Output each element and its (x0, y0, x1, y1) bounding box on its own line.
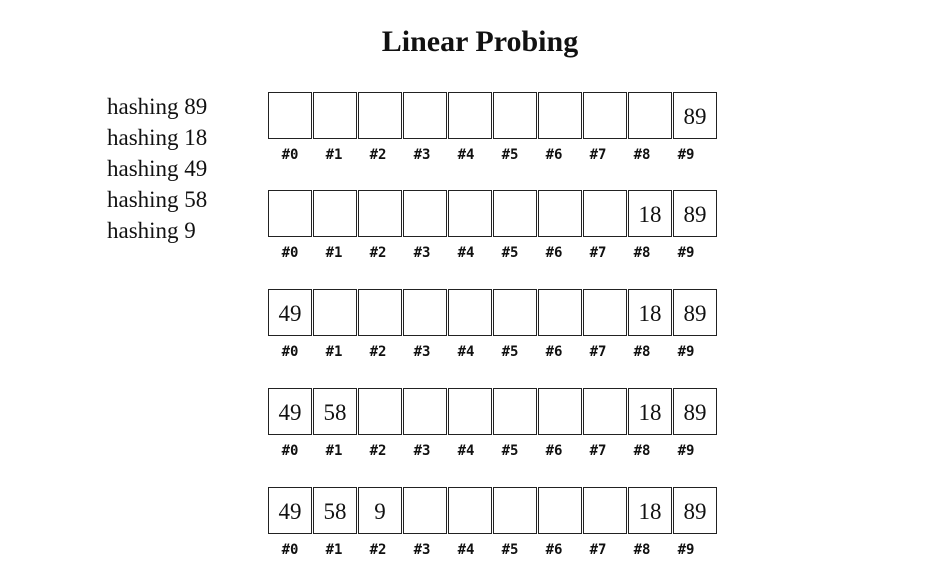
slot-index-label: #4 (457, 542, 475, 558)
slot-index-label: #9 (677, 344, 695, 360)
slot-index-label: #2 (369, 443, 387, 459)
diagram-title: Linear Probing (381, 25, 579, 58)
hashing-step: hashing 58 (107, 187, 208, 212)
hash-table-cells (268, 92, 717, 139)
hash-table-cell (313, 289, 357, 336)
hash-table-cell (538, 289, 582, 336)
slot-index-label: #4 (457, 147, 475, 163)
hash-table-cell: 89 (673, 190, 717, 237)
hash-table-cell (403, 92, 447, 139)
slot-index-label: #6 (545, 147, 563, 163)
slot-index-label: #0 (281, 147, 299, 163)
hash-table-cell: 58 (313, 388, 357, 435)
hash-table-cells (268, 190, 717, 237)
hash-table-cell (538, 388, 582, 435)
hashing-step: hashing 49 (107, 156, 208, 181)
hash-table-state (268, 289, 717, 360)
slot-index-label: #5 (501, 344, 519, 360)
hash-table-cell (403, 388, 447, 435)
hash-table-cells (268, 487, 717, 534)
slot-index-label: #5 (501, 245, 519, 261)
slot-index-label: #5 (501, 147, 519, 163)
slot-index-label: #3 (413, 344, 431, 360)
hash-table-cell: 18 (628, 388, 672, 435)
hash-table-cell (448, 388, 492, 435)
slot-index-label: #2 (369, 147, 387, 163)
hash-table-cell (313, 190, 357, 237)
hash-table-index-labels (268, 245, 717, 261)
hash-table-cell (403, 289, 447, 336)
slot-index-label: #7 (589, 344, 607, 360)
hash-table-cell (583, 388, 627, 435)
slot-index-label: #7 (589, 147, 607, 163)
hash-table-cell: 49 (268, 289, 312, 336)
slot-index-label: #7 (589, 443, 607, 459)
slot-index-label: #6 (545, 245, 563, 261)
hash-table-cell (403, 190, 447, 237)
slot-index-label: #3 (413, 443, 431, 459)
hash-table-cell (448, 190, 492, 237)
hash-table-cell (538, 487, 582, 534)
hash-table-cell (493, 289, 537, 336)
hash-table-cell (628, 92, 672, 139)
hash-table-cell (493, 190, 537, 237)
slot-index-label: #9 (677, 443, 695, 459)
hash-table-cell (358, 190, 402, 237)
hash-table-cell (493, 92, 537, 139)
hash-table-cell: 18 (628, 487, 672, 534)
hash-table-cell (268, 190, 312, 237)
hash-table-cell (403, 487, 447, 534)
hash-table-cell (268, 92, 312, 139)
hash-table-cell (448, 92, 492, 139)
slot-index-label: #6 (545, 443, 563, 459)
hash-table-cell: 9 (358, 487, 402, 534)
hashing-steps-list (107, 91, 207, 246)
hash-table-cell (583, 487, 627, 534)
hash-table-cell: 18 (628, 289, 672, 336)
hash-table-cell (583, 289, 627, 336)
slot-index-label: #3 (413, 542, 431, 558)
hash-table-cell (313, 92, 357, 139)
hash-table-state (268, 190, 717, 261)
slot-index-label: #6 (545, 542, 563, 558)
slot-index-label: #0 (281, 443, 299, 459)
hash-table-state (268, 487, 717, 558)
hash-table-state (268, 388, 717, 459)
slot-index-label: #3 (413, 245, 431, 261)
slot-index-label: #8 (633, 443, 651, 459)
hash-table-cell (358, 92, 402, 139)
slot-index-label: #7 (589, 245, 607, 261)
slot-index-label: #5 (501, 542, 519, 558)
hash-table-cell (358, 388, 402, 435)
slot-index-label: #2 (369, 245, 387, 261)
slot-index-label: #4 (457, 443, 475, 459)
hash-table-cell (538, 190, 582, 237)
slot-index-label: #1 (325, 443, 343, 459)
slot-index-label: #1 (325, 147, 343, 163)
slot-index-label: #5 (501, 443, 519, 459)
hash-table-index-labels (268, 542, 717, 558)
slot-index-label: #9 (677, 542, 695, 558)
hash-table-cells (268, 388, 717, 435)
slot-index-label: #8 (633, 542, 651, 558)
slot-index-label: #8 (633, 245, 651, 261)
hash-table-cell: 58 (313, 487, 357, 534)
hash-table-cell (448, 487, 492, 534)
hashing-step: hashing 18 (107, 125, 208, 150)
slot-index-label: #8 (633, 344, 651, 360)
hash-table-cell: 49 (268, 388, 312, 435)
slot-index-label: #2 (369, 542, 387, 558)
hash-table-cell (583, 92, 627, 139)
hash-table-cell (493, 487, 537, 534)
hashing-step: hashing 9 (107, 218, 196, 243)
slot-index-label: #0 (281, 542, 299, 558)
slot-index-label: #1 (325, 542, 343, 558)
hashing-step: hashing 89 (107, 94, 208, 119)
slot-index-label: #7 (589, 542, 607, 558)
slot-index-label: #1 (325, 245, 343, 261)
slot-index-label: #9 (677, 245, 695, 261)
slot-index-label: #4 (457, 245, 475, 261)
hash-table-cell (538, 92, 582, 139)
hash-table-cell: 89 (673, 388, 717, 435)
hash-table-index-labels (268, 344, 717, 360)
hash-table-cell: 49 (268, 487, 312, 534)
slot-index-label: #1 (325, 344, 343, 360)
slot-index-label: #2 (369, 344, 387, 360)
hash-table-index-labels (268, 443, 717, 459)
hash-table-cell (583, 190, 627, 237)
hash-table-cell: 89 (673, 487, 717, 534)
hash-table-cells (268, 289, 717, 336)
hash-table-cell (493, 388, 537, 435)
slot-index-label: #4 (457, 344, 475, 360)
hash-table-index-labels (268, 147, 717, 163)
hash-table-cell: 18 (628, 190, 672, 237)
slot-index-label: #0 (281, 245, 299, 261)
slot-index-label: #6 (545, 344, 563, 360)
slot-index-label: #3 (413, 147, 431, 163)
hash-table-cell: 89 (673, 92, 717, 139)
slot-index-label: #8 (633, 147, 651, 163)
slot-index-label: #0 (281, 344, 299, 360)
hash-table-cell: 89 (673, 289, 717, 336)
hash-table-cell (358, 289, 402, 336)
hash-table-state (268, 92, 717, 163)
slot-index-label: #9 (677, 147, 695, 163)
hash-table-cell (448, 289, 492, 336)
